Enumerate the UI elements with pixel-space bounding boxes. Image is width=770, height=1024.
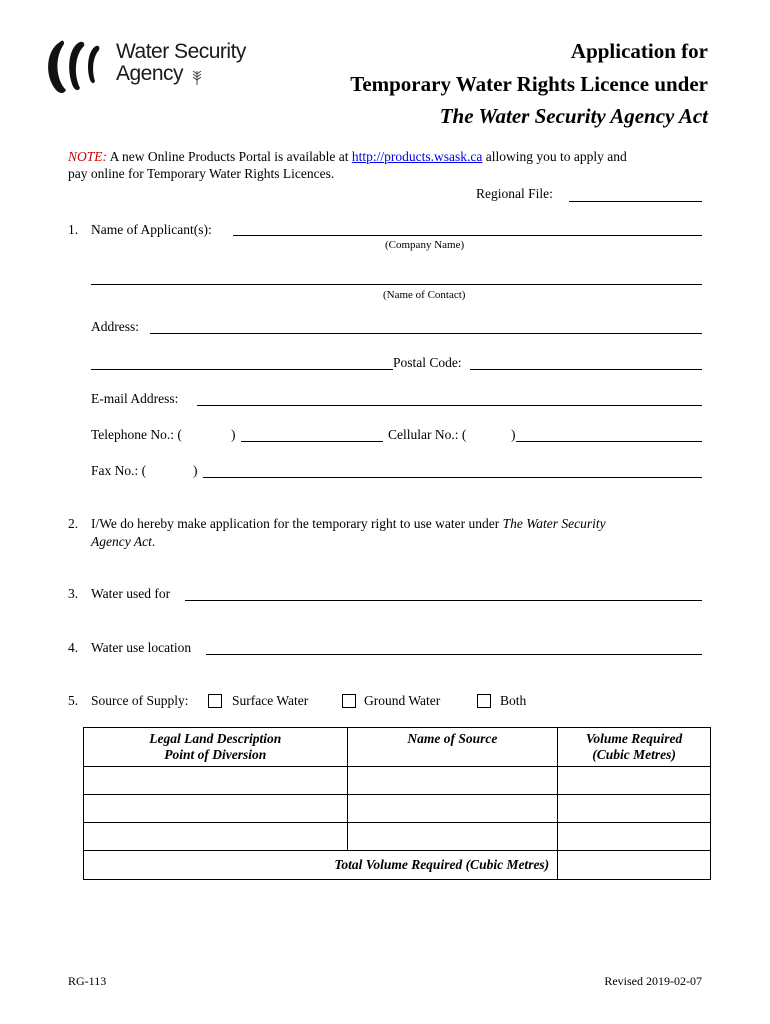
section2-period: . xyxy=(151,534,156,549)
note-line-2: pay online for Temporary Water Rights Licences. xyxy=(68,166,335,181)
supply-table xyxy=(83,727,711,880)
telephone-field[interactable] xyxy=(241,441,383,442)
telephone-close-paren: ) xyxy=(231,427,236,442)
legal-land-header-line2: Point of Diversion xyxy=(164,747,267,762)
ground-water-label: Ground Water xyxy=(364,693,441,708)
regional-file-label: Regional File: xyxy=(476,186,553,201)
agency-logo xyxy=(44,36,254,96)
address-field-2[interactable] xyxy=(91,369,393,370)
volume-required-header-line1: Volume Required xyxy=(585,731,683,746)
section2-text-line2 xyxy=(91,534,155,550)
both-checkbox[interactable] xyxy=(477,694,491,708)
section2-act-name: The Water Security xyxy=(502,516,606,531)
section2-text xyxy=(91,516,606,532)
source-name-cell[interactable] xyxy=(347,823,558,851)
water-used-for-field[interactable] xyxy=(185,600,702,601)
table-header-row xyxy=(84,728,711,767)
regional-file-field[interactable] xyxy=(569,201,702,202)
total-row xyxy=(84,851,711,880)
cellular-close-paren: ) xyxy=(511,427,516,442)
logo-line-1: Water Security xyxy=(116,40,246,63)
contact-name-field[interactable] xyxy=(91,284,702,285)
cellular-field[interactable] xyxy=(516,441,702,442)
address-field-1[interactable] xyxy=(150,333,702,334)
portal-link[interactable]: http://products.wsask.ca xyxy=(351,149,483,164)
volume-required-header xyxy=(558,728,711,767)
volume-required-header-line2: (Cubic Metres) xyxy=(592,747,676,762)
fax-label: Fax No.: ( xyxy=(91,463,147,478)
contact-name-caption: (Name of Contact) xyxy=(383,289,466,301)
logo-line-2: Agency xyxy=(116,62,184,85)
postal-code-label: Postal Code: xyxy=(393,355,462,370)
surface-water-label: Surface Water xyxy=(232,693,309,708)
table-row xyxy=(84,823,711,851)
note-paragraph xyxy=(68,149,713,165)
source-of-supply-label: Source of Supply: xyxy=(91,693,189,708)
table-row xyxy=(84,795,711,823)
wheat-icon xyxy=(190,68,204,86)
total-volume-label: Total Volume Required (Cubic Metres) xyxy=(334,857,550,872)
name-of-source-header xyxy=(347,728,558,767)
fax-field[interactable] xyxy=(203,477,702,478)
volume-cell[interactable] xyxy=(558,767,711,795)
legal-land-cell[interactable] xyxy=(84,795,348,823)
note-label: NOTE: xyxy=(68,149,108,164)
title-line-2: Temporary Water Rights Licence under xyxy=(350,72,708,96)
legal-land-cell[interactable] xyxy=(84,767,348,795)
section4-number: 4. xyxy=(68,640,79,655)
note-text-after: allowing you to apply and xyxy=(482,149,627,164)
source-name-cell[interactable] xyxy=(347,795,558,823)
section2-statement: I/We do hereby make application for the temporary right to use water under xyxy=(91,516,503,531)
address-label: Address: xyxy=(91,319,139,334)
section2-number: 2. xyxy=(68,516,79,531)
surface-water-checkbox[interactable] xyxy=(208,694,222,708)
applicant-name-label: Name of Applicant(s): xyxy=(91,222,212,237)
legal-land-header xyxy=(84,728,348,767)
form-code: RG-113 xyxy=(68,974,107,988)
water-drops-logo-icon xyxy=(44,36,110,96)
total-label-cell xyxy=(84,851,558,880)
section5-number: 5. xyxy=(68,693,79,708)
revised-date: Revised 2019-02-07 xyxy=(604,974,702,988)
title-line-3: The Water Security Agency Act xyxy=(439,104,708,128)
table-row xyxy=(84,767,711,795)
section3-number: 3. xyxy=(68,586,79,601)
telephone-label: Telephone No.: ( xyxy=(91,427,182,442)
ground-water-checkbox[interactable] xyxy=(342,694,356,708)
water-use-location-field[interactable] xyxy=(206,654,702,655)
source-name-cell[interactable] xyxy=(347,767,558,795)
postal-code-field[interactable] xyxy=(470,369,702,370)
email-label: E-mail Address: xyxy=(91,391,179,406)
total-volume-cell[interactable] xyxy=(558,851,711,880)
both-label: Both xyxy=(500,693,527,708)
title-line-1: Application for xyxy=(570,39,708,63)
volume-cell[interactable] xyxy=(558,795,711,823)
email-field[interactable] xyxy=(197,405,702,406)
water-use-location-label: Water use location xyxy=(91,640,192,655)
company-name-caption: (Company Name) xyxy=(385,239,465,251)
cellular-label: Cellular No.: ( xyxy=(388,427,467,442)
name-of-source-header-text: Name of Source xyxy=(407,731,498,746)
section2-act-name-cont: Agency Act xyxy=(91,534,152,549)
note-text-before: A new Online Products Portal is available at xyxy=(107,149,352,164)
legal-land-header-line1: Legal Land Description xyxy=(149,731,282,746)
volume-cell[interactable] xyxy=(558,823,711,851)
company-name-field[interactable] xyxy=(233,235,702,236)
section1-number: 1. xyxy=(68,222,79,237)
legal-land-cell[interactable] xyxy=(84,823,348,851)
water-used-for-label: Water used for xyxy=(91,586,171,601)
fax-close-paren: ) xyxy=(193,463,198,478)
